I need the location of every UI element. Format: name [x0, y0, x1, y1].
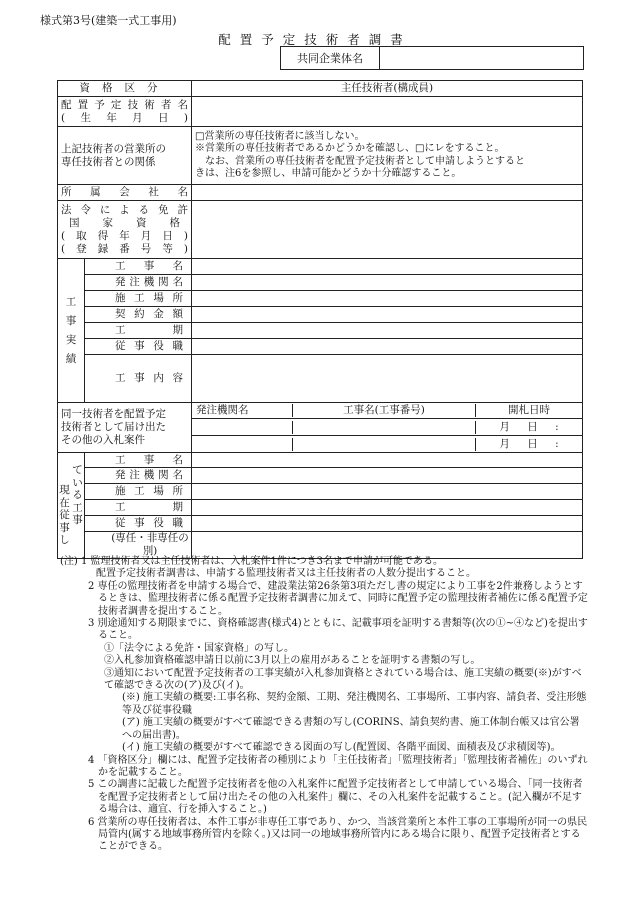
other-bids-label: 同一技術者を配置予定 技術者として届け出た その他の入札案件: [58, 403, 192, 453]
works-item: 契約金額: [85, 307, 192, 323]
jv-name-box: [280, 46, 584, 70]
jv-name-field[interactable]: [380, 47, 583, 69]
note: (注) 1 監理技術者又は主任技術者は、入札案件1件につき3名まで申請が可能である。: [60, 556, 444, 567]
current-item: (専任・非専任の別): [85, 532, 192, 559]
row-relation-value[interactable]: □営業所の専任技術者に該当しない。 ※営業所の専任技術者であるかどうかを確認し、□にレをすること。 なお、営業所の専任技術者を配置予定技術者として申請しようとすると きは、注6を参照し、申請可能かどうか十分確認すること。: [192, 127, 583, 185]
note: 配置予定技術者調書は、申請する監理技術者又は主任技術者の人数分提出すること。: [96, 568, 476, 580]
other-bids-row[interactable]: 月 日 :: [192, 436, 583, 453]
row-license-label: 法令による免許 国家資格 (取得年月日) (登録番号等): [58, 201, 192, 259]
note: 6 営業所の専任技術者は、本件工事が非専任工事であり、かつ、当該営業所と本件工事の工事場所が同一の県民局管内(属する地域事務所管内を除く。)又は同一の地域事務所管内にある場合に限り、配置予定技術者とすることができる。: [88, 816, 588, 853]
note: ①「法令による免許・国家資格」の写し。: [104, 642, 294, 654]
works-item: 従事役職: [85, 339, 192, 355]
works-value[interactable]: [192, 291, 583, 307]
note: 4 「資格区分」欄には、配置予定技術者の種別により「主任技術者」「監理技術者」「監理技術者補佐」のいずれかを記載すること。: [88, 754, 588, 778]
notes-section: [60, 556, 588, 854]
row-name-value[interactable]: [192, 97, 583, 127]
works-item: 工事内容: [85, 355, 192, 403]
note: 3 別途通知する期限までに、資格確認書(様式4)とともに、記載事項を証明する書類等(次の①~④など)を提出すること。: [88, 618, 588, 642]
row-company-label: 所属会社名: [58, 185, 192, 201]
row-company-value[interactable]: [192, 185, 583, 201]
works-value[interactable]: [192, 307, 583, 323]
other-bids-header: 発注機関名 工事名(工事番号) 開札日時: [192, 403, 583, 419]
current-value[interactable]: [192, 516, 583, 532]
row-name-label: 配置予定技術者名 (生年月日): [58, 97, 192, 127]
note: (イ) 施工実績の概要がすべて確認できる図面の写し(配置図、各階平面図、面積表及び求積図等)。: [122, 742, 561, 754]
jv-name-label: 共同企業体名: [281, 47, 380, 69]
works-item: 発注機関名: [85, 275, 192, 291]
works-value[interactable]: [192, 355, 583, 403]
form-label: 様式第3号(建築一式工事用): [40, 14, 177, 27]
document-title: 配置予定技術者調書: [218, 32, 412, 47]
note: ②入札参加資格確認申請日以前に3月以上の雇用があることを証明する書類の写し。: [104, 655, 481, 667]
current-item: 従事役職: [85, 516, 192, 532]
other-bids-row[interactable]: 月 日 :: [192, 419, 583, 436]
header-chief-engineer: 主任技術者(構成員): [192, 81, 583, 97]
current-value[interactable]: [192, 484, 583, 500]
works-item: 工期: [85, 323, 192, 339]
note: 2 専任の監理技術者を申請する場合で、建設業法第26条第3項ただし書の規定により工事を2件兼務しようとするときは、監理技術者に係る配置予定技術者調書に加えて、同時に配置予定の監理技術者補佐に係る配置予定技術者調書を提出すること。: [88, 580, 588, 617]
current-value[interactable]: [192, 453, 583, 468]
current-item: 工期: [85, 500, 192, 516]
row-license-value[interactable]: [192, 201, 583, 259]
works-value[interactable]: [192, 339, 583, 355]
works-group-label: 工 事 実 績: [58, 259, 85, 403]
note: 5 この調書に記載した配置予定技術者を他の入札案件に配置予定技術者として申請している場合、「同一技術者を配置予定技術者として届け出たその他の入札案件」欄に、その入札案件を記載すること。(記入欄が不足する場合は、適宜、行を挿入すること。): [88, 779, 583, 816]
current-value[interactable]: [192, 468, 583, 484]
current-value[interactable]: [192, 500, 583, 516]
works-value[interactable]: [192, 259, 583, 275]
current-item: 工事名: [85, 453, 192, 468]
technician-table: [57, 80, 583, 559]
row-relation-label: 上記技術者の営業所の 専任技術者との関係: [58, 127, 192, 185]
note: ③通知において配置予定技術者の工事実績が入札参加資格とされている場合は、施工実績の概要(※)がすべて確認できる次の(ア)及び(イ)。: [104, 667, 582, 692]
current-item: 施工場所: [85, 484, 192, 500]
works-item: 施工場所: [85, 291, 192, 307]
note: (※) 施工実績の概要:工事名称、契約金額、工期、発注機関名、工事場所、工事内容、請負者、受注形態等及び従事役職: [122, 692, 587, 716]
works-item: 工事名: [85, 259, 192, 275]
works-value[interactable]: [192, 323, 583, 339]
note: (ア) 施工実績の概要がすべて確認できる書類の写し(CORINS、請負契約書、施工体制台帳又は官公署への届出書)。: [122, 717, 580, 741]
header-qualification: 資格区分: [58, 81, 192, 97]
current-value[interactable]: [192, 532, 583, 559]
relation-checkbox[interactable]: □営業所の専任技術者に該当しない。: [195, 130, 365, 142]
works-value[interactable]: [192, 275, 583, 291]
current-work-group-label: 現 在 従 事 し て い る 工 事: [58, 453, 85, 559]
current-item: 発注機関名: [85, 468, 192, 484]
